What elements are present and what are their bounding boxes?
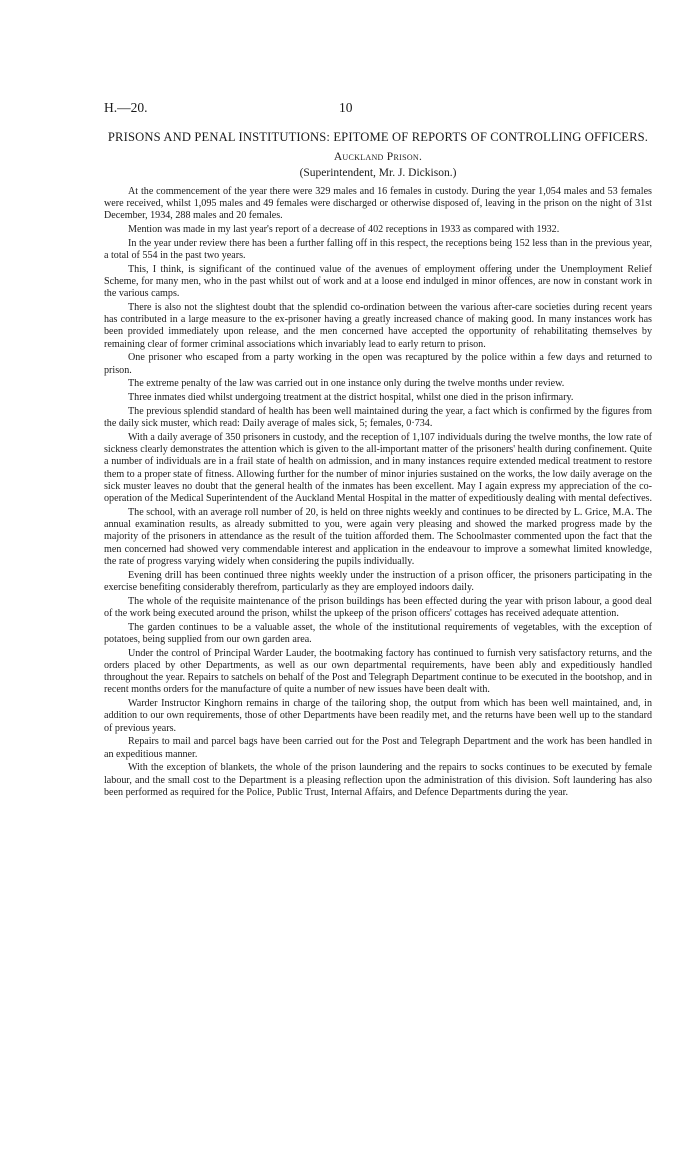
paragraph: There is also not the slightest doubt that the splendid co-ordination between the various after-care societies during recent years has contributed in a large measure to the ex-prisoner having a greatly increased chance of making good. In many instances work has been provided immediately upon release, and the men concerned have accepted the opportunity of rehabilitating themselves by remaining clear of former criminal associations which invariably lead to early return to prison. [104,301,652,350]
paragraph: At the commencement of the year there were 329 males and 16 females in custody. During the year 1,054 males and 53 females were received, whilst 1,095 males and 49 females were discharged or otherwise disposed of, leaving in the prison on the night of 31st December, 1934, 288 males and 20 females. [104,185,652,221]
page-number: 10 [339,100,353,115]
paragraph: In the year under review there has been a further falling off in this respect, the receptions being 152 less than in the previous year, a total of 554 in the past two years. [104,237,652,261]
section-heading: Auckland Prison. [333,150,423,163]
paragraph: The garden continues to be a valuable asset, the whole of the institutional requirements of vegetables, with the exception of potatoes, being supplied from our own garden area. [104,621,652,645]
paragraph: This, I think, is significant of the continued value of the avenues of employment offering under the Unemployment Relief Scheme, for many men, who in the past whilst out of work and at a loose end indulged in minor offences, are now in constant work in the various camps. [104,263,652,299]
paragraph: Repairs to mail and parcel bags have been carried out for the Post and Telegraph Department and the work has been handled in an expeditious manner. [104,736,652,760]
paragraph: Three inmates died whilst undergoing treatment at the district hospital, whilst one died in the prison infirmary. [128,392,574,403]
report-body [104,186,652,800]
paragraph: One prisoner who escaped from a party working in the open was recaptured by the police within a few days and returned to prison. [104,352,652,376]
paragraph: With the exception of blankets, the whole of the prison laundering and the repairs to socks continues to be executed by female labour, and the small cost to the Department is a pleasing reflection upon the administration of this division. Soft laundering has also been performed as required for the Police, Public Trust, Internal Affairs, and Defence Departments during the year. [104,762,652,798]
document-title: PRISONS AND PENAL INSTITUTIONS: EPITOME OF REPORTS OF CONTROLLING OFFICERS. [107,130,649,144]
paragraph: The whole of the requisite maintenance of the prison buildings has been effected during the year with prison labour, a good deal of the work being executed around the prison, whilst the upkeep of the prison officers' cottages has received adequate attention. [104,595,652,619]
document-page [104,96,652,799]
paragraph: Mention was made in my last year's report of a decrease of 402 receptions in 1933 as compared with 1932. [128,223,560,235]
paragraph: The school, with an average roll number of 20, is held on three nights weekly and continues to be directed by L. Grice, M.A. The annual examination results, as already submitted to you, were again very pleasing and showed the marked progress made by the majority of the prisoners in attendance as the result of the tuition afforded them. The Schoolmaster commented upon the fact that the men concerned had showed very commendable interest and application in the endeavour to improve a somewhat limited knowledge, the rate of progress varying widely when considering the pupils individually. [104,506,652,567]
parliamentary-paper-ref: H.—20. [104,100,148,115]
paragraph: Under the control of Principal Warder Lauder, the bootmaking factory has continued to furnish very satisfactory returns, and the orders placed by other Departments, as well as our own departmental requirements, have been ably and expeditiously handled throughout the year. Repairs to satchels on behalf of the Post and Telegraph Department continue to be executed in the bootshop, and in recent months orders for the manufacture of quite a number of new issues have been dealt with. [104,647,652,696]
paragraph: The previous splendid standard of health has been well maintained during the year, a fact which is confirmed by the figures from the daily sick muster, which read: Daily average of males sick, 5; females, 0·734. [104,405,652,429]
page-header [104,96,652,118]
superintendent-line: (Superintendent, Mr. J. Dickison.) [299,166,457,179]
paragraph: Warder Instructor Kinghorn remains in charge of the tailoring shop, the output from which has been well maintained, and, in addition to our own requirements, those of other Departments have been readily met, and the returns have been well up to the standard of previous years. [104,698,652,734]
paragraph: With a daily average of 350 prisoners in custody, and the reception of 1,107 individuals during the twelve months, the low rate of sickness clearly demonstrates the attention which is given to the all-important matter of the prisoners' health during confinement. Quite a number of individuals are in a frail state of health on admission, and in many instances require extended medical treatment to restore them to a proper state of fitness. Allowing further for the number of minor injuries sustained on the works, the low daily average on the sick muster leaves no doubt that the general health of the inmates has been excellent. May I again express my appreciation of the co-operation of the Medical Superintendent of the Auckland Mental Hospital in the matter of expeditiously dealing with mental defectives. [104,431,652,504]
paragraph: The extreme penalty of the law was carried out in one instance only during the twelve months under review. [128,378,565,390]
paragraph: Evening drill has been continued three nights weekly under the instruction of a prison officer, the prisoners participating in the exercise benefiting considerably therefrom, particularly as they are employed indoors daily. [104,569,652,593]
